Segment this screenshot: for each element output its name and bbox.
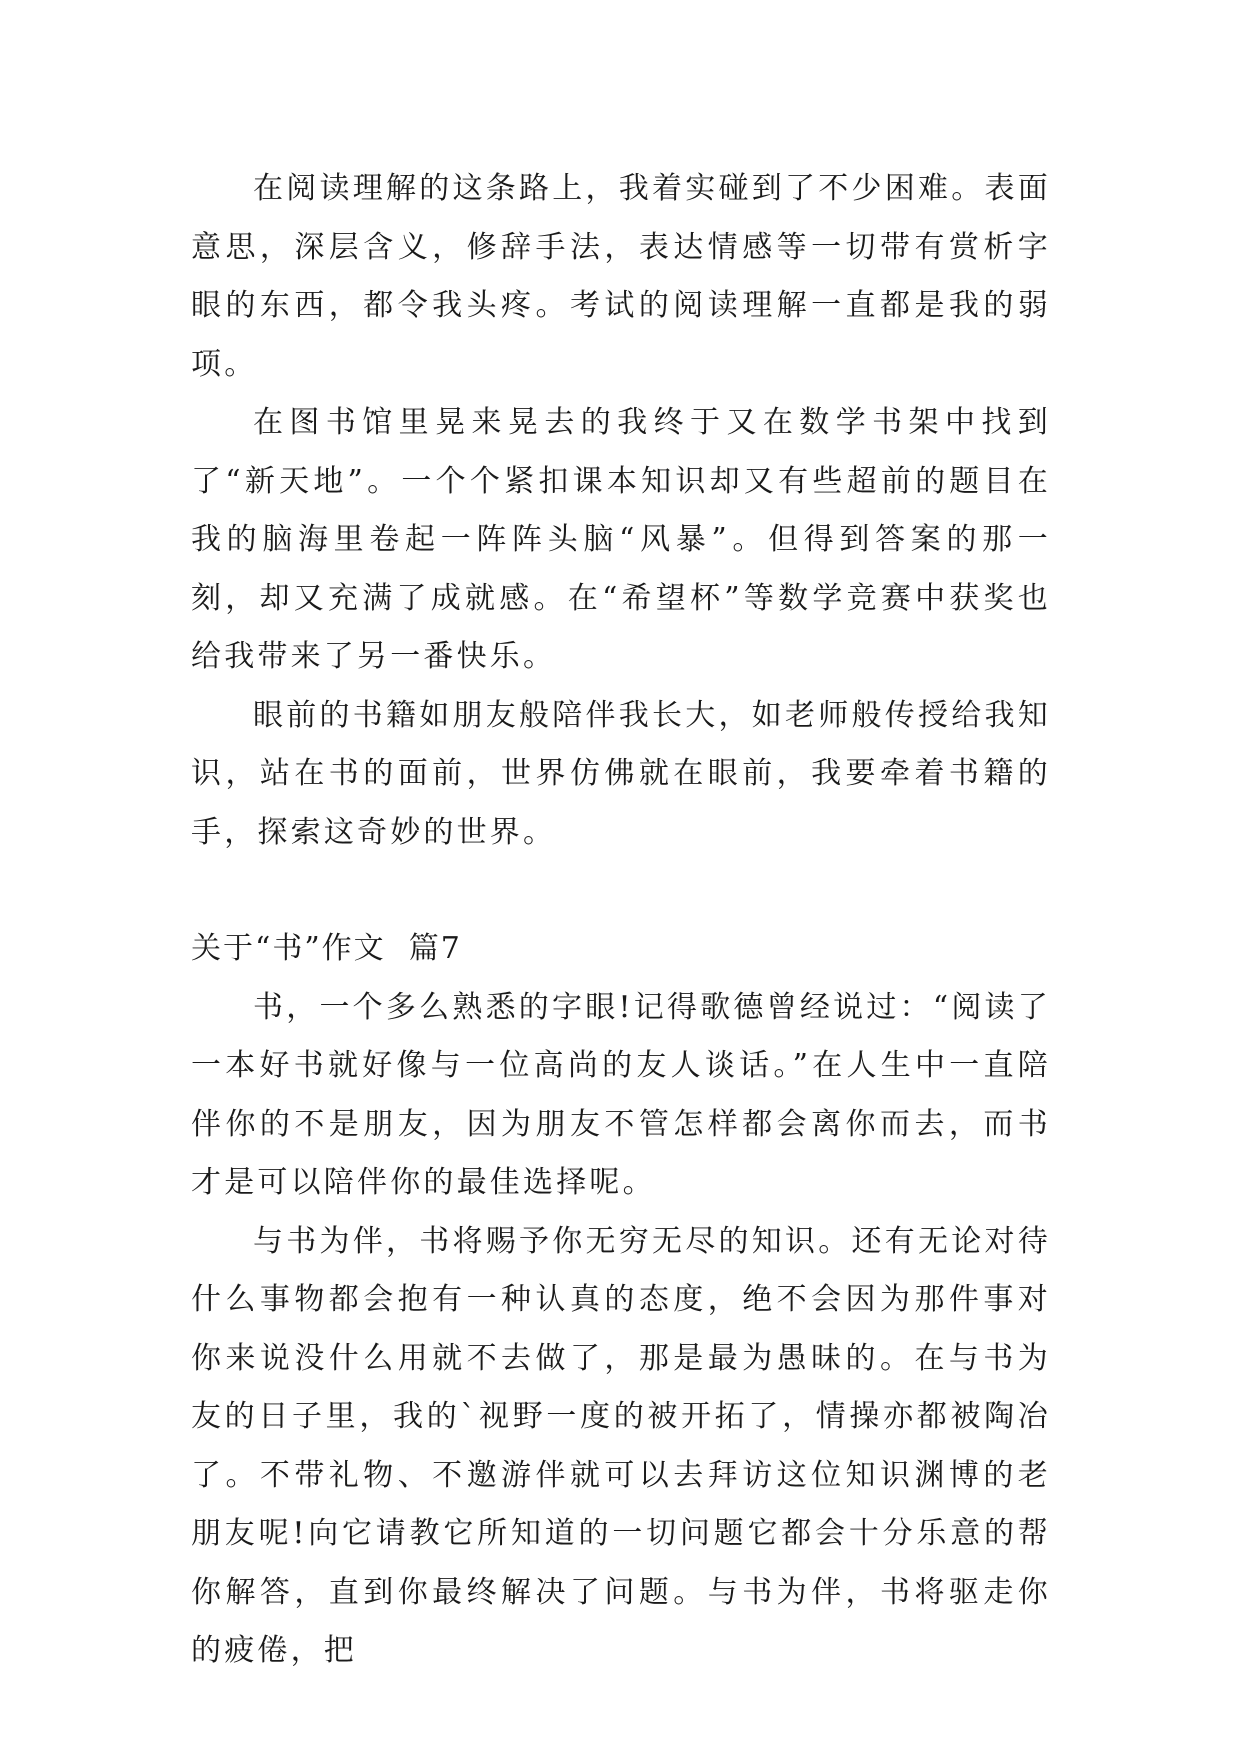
paragraph-books-as-friends: 眼前的书籍如朋友般陪伴我长大，如老师般传授给我知识，站在书的面前，世界仿佛就在眼前，我要牵着书籍的手，探索这奇妙的世界。 — [191, 697, 1051, 850]
paragraph-goethe-quote: 书，一个多么熟悉的字眼!记得歌德曾经说过：“阅读了一本好书就好像与一位高尚的友人谈话。”在人生中一直陪伴你的不是朋友，因为朋友不管怎样都会离你而去，而书才是可以陪伴你的最佳选择呢。 — [191, 989, 1051, 1200]
paragraph-math-books: 在图书馆里晃来晃去的我终于又在数学书架中找到了“新天地”。一个个紧扣课本知识却又有些超前的题目在我的脑海里卷起一阵阵头脑“风暴”。但得到答案的那一刻，却又充满了成就感。在“希望杯”等数学竞赛中获奖也给我带来了另一番快乐。 — [191, 405, 1051, 674]
paragraph-companion-books: 与书为伴，书将赐予你无穷无尽的知识。还有无论对待什么事物都会抱有一种认真的态度，绝不会因为那件事对你来说没什么用就不去做了，那是最为愚昧的。在与书为友的日子里，我的`视野一度的被开拓了，情操亦都被陶冶了。不带礼物、不邀游伴就可以去拜访这位知识渊博的老朋友呢!向它请教它所知道的一切问题它都会十分乐意的帮你解答，直到你最终解决了问题。与书为伴，书将驱走你的疲倦，把 — [191, 1223, 1051, 1668]
paragraph-reading-difficulty: 在阅读理解的这条路上，我着实碰到了不少困难。表面意思，深层含义，修辞手法，表达情感等一切带有赏析字眼的东西，都令我头疼。考试的阅读理解一直都是我的弱项。 — [191, 171, 1051, 382]
document-body — [191, 160, 1051, 1681]
section-heading: 关于“书”作文 篇7 — [191, 931, 462, 966]
